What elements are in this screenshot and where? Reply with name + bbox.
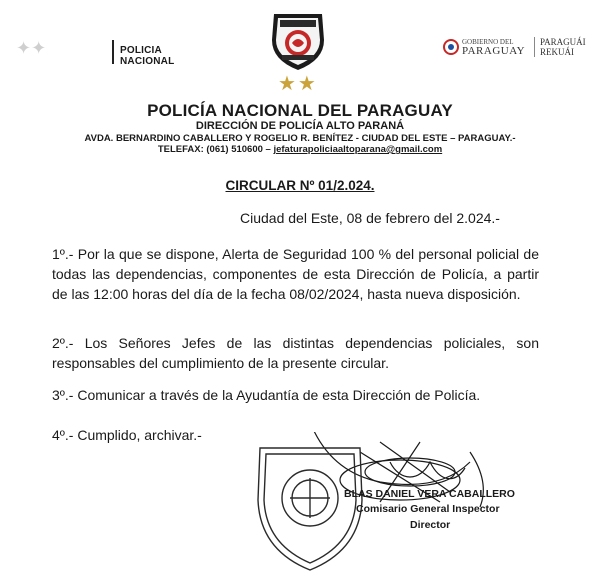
email-link[interactable]: jefaturapoliciaaltoparana@gmail.com — [273, 144, 443, 155]
divider — [112, 40, 114, 64]
police-crest-icon — [266, 10, 330, 72]
address: AVDA. BERNARDINO CABALLERO Y ROGELIO R. BENÍTEZ - CIUDAD DEL ESTE – PARAGUAY.- — [84, 133, 516, 144]
institution-short: POLICIA NACIONAL — [120, 45, 175, 67]
telefax: TELEFAX: (061) 510600 – — [157, 144, 274, 155]
paragraph-2: 2º.- Los Señores Jefes de las distintas dependencias policiales, son responsables del cumplimiento de la presente circular. — [52, 335, 539, 371]
page-title: POLICÍA NACIONAL DEL PARAGUAY — [147, 101, 453, 120]
paraguai-line2: REKUÁI — [540, 47, 574, 57]
police-badge-icon: ✦✦ — [16, 38, 47, 58]
gobierno-emblem-icon — [442, 38, 460, 56]
page-subtitle: DIRECCIÓN DE POLICÍA ALTO PARANÁ — [195, 120, 405, 132]
signer-role: Director — [410, 519, 451, 531]
header-left — [16, 36, 216, 66]
gobierno-line2: PARAGUAY — [462, 45, 526, 57]
paragraph-3: 3º.- Comunicar a través de la Ayudantía de esta Dirección de Policía. — [52, 387, 481, 403]
contact — [0, 144, 600, 155]
signer-name: BLAS DANIEL VERA CABALLERO — [344, 488, 515, 500]
paraguai-line1: PARAGUÁI — [540, 37, 586, 47]
official-stamp-icon — [250, 440, 370, 574]
circular-number: CIRCULAR Nº 01/2.024. — [225, 178, 375, 193]
signer-rank: Comisario General Inspector — [356, 503, 500, 515]
stars-icon: ★★ — [278, 73, 318, 95]
divider — [534, 37, 535, 57]
date-line: Ciudad del Este, 08 de febrero del 2.024.- — [240, 210, 500, 226]
gobierno-logo — [440, 36, 590, 60]
paragraph-1: 1º.- Por la que se dispone, Alerta de Seguridad 100 % del personal policial de todas las dependencias, componentes de esta Dirección de Policía, a partir de las 12:00 horas del día de la fecha 08/02/2024, hasta nueva disposición. — [52, 246, 539, 302]
gobierno-line1: GOBIERNO DEL — [462, 38, 514, 46]
paragraph-4: 4º.- Cumplido, archivar.- — [52, 427, 202, 443]
